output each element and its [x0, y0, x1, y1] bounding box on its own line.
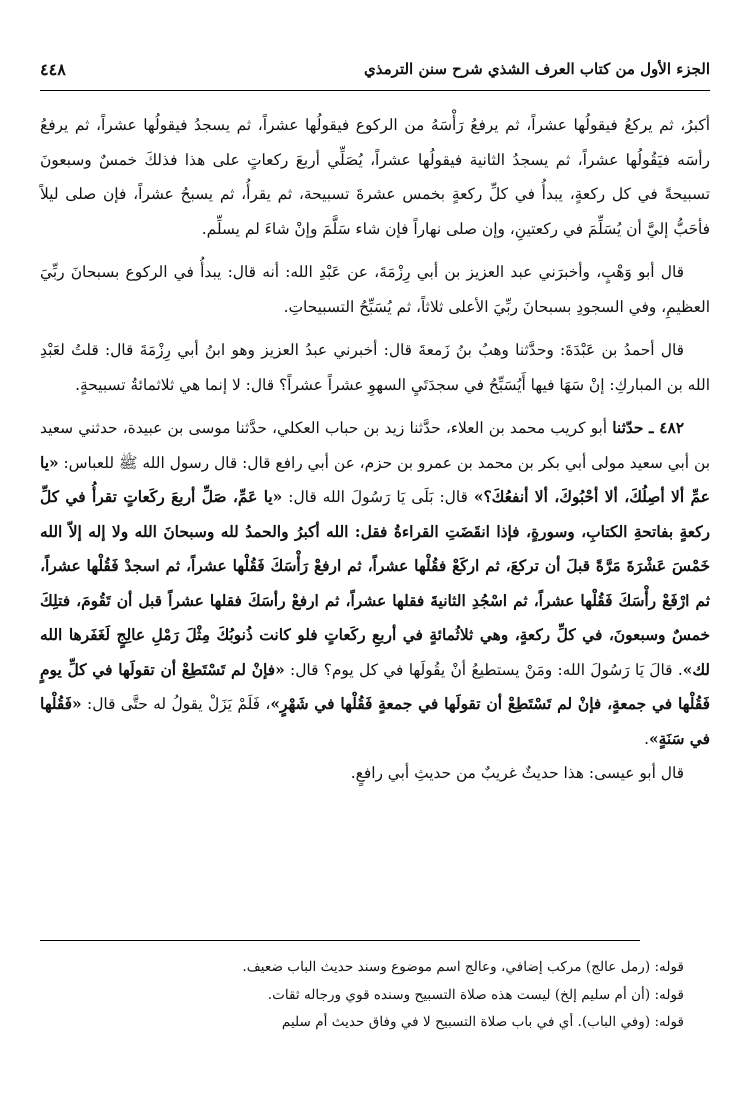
footnote-3: قوله: (وفي الباب). أي في باب صلاة التسبيح لا في وفاق حديث أم سليم — [281, 1014, 684, 1030]
main-text — [40, 108, 710, 791]
page-number: ٤٤٨ — [40, 60, 66, 79]
narration-text-2: . قالَ يَا رَسُولَ الله: ومَنْ يستطيعُ أنْ يقُولَها في كل يوم؟ قال: — [290, 660, 683, 679]
footnote-divider — [40, 940, 640, 941]
narration-text-1: قال: بَلَى يَا رَسُولَ الله قال: — [288, 488, 468, 506]
isnad-text: أبو كريب محمد بن العلاء، حدَّثنا زيد بن حباب العكلي، حدَّثنا موسى بن عبيدة، حدثني سعيد بن أبي سعيد مولى أبي بكر بن محمد بن عمرو بن حزم، عن أبي رافع قال: قال رسول الله ﷺ للعباس: — [40, 419, 710, 472]
narration-text-4: . — [644, 729, 650, 748]
hadith-quote-4: «فَقُلْها في سَنَةٍ» — [40, 695, 710, 748]
footnote-1: قوله: (رمل عالج) مركب إضافي، وعالج اسم موضوع وسند حديث الباب ضعيف. — [242, 959, 684, 975]
hadith-quote-1: «يا عمِّ ألا أصِلُكَ، ألا أحْبُوكَ، ألا أنفعُكَ؟» — [40, 453, 710, 506]
hadith-482 — [40, 411, 710, 756]
paragraph-abu-isa: قال أبو عيسى: هذا حديثٌ غريبٌ من حديثِ أبي رافعٍ. — [350, 764, 684, 782]
paragraph-1: أكبرُ، ثم يركعُ فيقولُها عشراً، ثم يرفعُ رَأْسَهُ من الركوع فيقولُها عشراً، ثم يسجدُ فيقولُها عشراً، ثم يرفعُ رأسَه فيَقُولُها عشراً، ثم يسجدُ الثانية فيقولُها عشراً، يُصَلِّي أربعَ ركعاتٍ على هذا فذلكَ خمسٌ وسبعونَ تسبيحةً في كل ركعةٍ، يبدأُ في كلِّ ركعةٍ بخمس عشرةَ تسبيحة، ثم يقرأُ، ثم يسبحُ عشراً، فإن صلى ليلاً فأحَبُّ إليَّ أن يُسَلِّمَ في ركعتينِ، وإن صلى نهاراً فإن شاء سَلَّمَ وإنْ شاءَ لم يسلِّم. — [40, 116, 710, 238]
footnotes — [40, 954, 710, 1037]
paragraph-2: قال أبو وَهْبٍ، وأخبرَني عبد العزيز بن أبي رِزْمَةَ، عن عَبْدِ الله: أنه قال: يبدأُ في الركوع بسبحانَ ربِّيَ العظيمِ، وفي السجودِ بسبحانَ ربِّيَ الأعلى ثلاثاً، ثم يُسَبِّحُ التسبيحاتِ. — [40, 263, 710, 316]
footnote-2: قوله: (أن أم سليم إلخ) ليست هذه صلاة التسبيح وسنده قوي ورجاله ثقات. — [267, 986, 684, 1003]
hadith-quote-2: «يا عَمِّ، صَلِّ أربعَ ركَعاتٍ تقرأُ في كلِّ ركعةٍ بفاتحةِ الكتابِ، وسورةٍ، فإذا انقَضَتِ القراءةُ فقل: الله أكبرُ والحمدُ لله وسبحانَ الله ولا إله إلاّ الله خَمْسَ عَشْرَةَ مَرَّةً قبلَ أن تركعَ، ثم اركَعْ فقُلْها عشراً، ثم ارفعْ رَأْسَكَ فَقُلْها عشراً، ثم اسجدْ فَقُلْها عشراً، ثم ارْفَعْ رأْسَكَ فَقُلْها عشراً، ثم اسْجُدِ الثانيةَ فقلها عشراً، ثم ارفعْ رأسَكَ فقلها عشراً قبل أن تَقُومَ، فتلِكَ خمسٌ وسبعونَ، في كلِّ ركعةٍ، وهي ثلاثُمائةٍ في أربعِ ركَعاتٍ فلو كانت ذُنوبُكَ مِثْلَ رَمْلِ عالِجٍ لَغَفَرها الله لك» — [40, 488, 710, 679]
narration-text-3: ، فَلَمْ يَزَلْ يقولُ له حتَّى قال: — [87, 695, 271, 713]
hadith-quote-3: «فإنْ لم تَسْتَطِعْ أن تقولَها في كلِّ يومٍ فَقُلْها في جمعةٍ، فإنْ لم تَسْتَطِعْ أن تقولَها في جمعةٍ فَقُلْها في شَهْرٍ» — [40, 660, 710, 713]
hadith-number: ٤٨٢ ـ حدّثنا — [612, 419, 684, 437]
page — [40, 50, 710, 1090]
paragraph-3: قال أحمدُ بن عَبْدَةَ: وحدَّثنا وهبُ بنُ زَمعةَ قال: أخبرني عبدُ العزيز وهو ابنُ أبي رِزْمَةَ قال: قلتُ لعَبْدِ الله بن المباركِ: إنْ سَهَا فيها أَيُسَبِّحُ في سجدَتَيِ السهوِ عشراً عشراً؟ قال: لا إنما هي ثلاثمائةُ تسبيحةٍ. — [40, 341, 710, 394]
running-header — [40, 50, 710, 91]
header-title: الجزء الأول من كتاب العرف الشذي شرح سنن الترمذي — [364, 60, 710, 78]
